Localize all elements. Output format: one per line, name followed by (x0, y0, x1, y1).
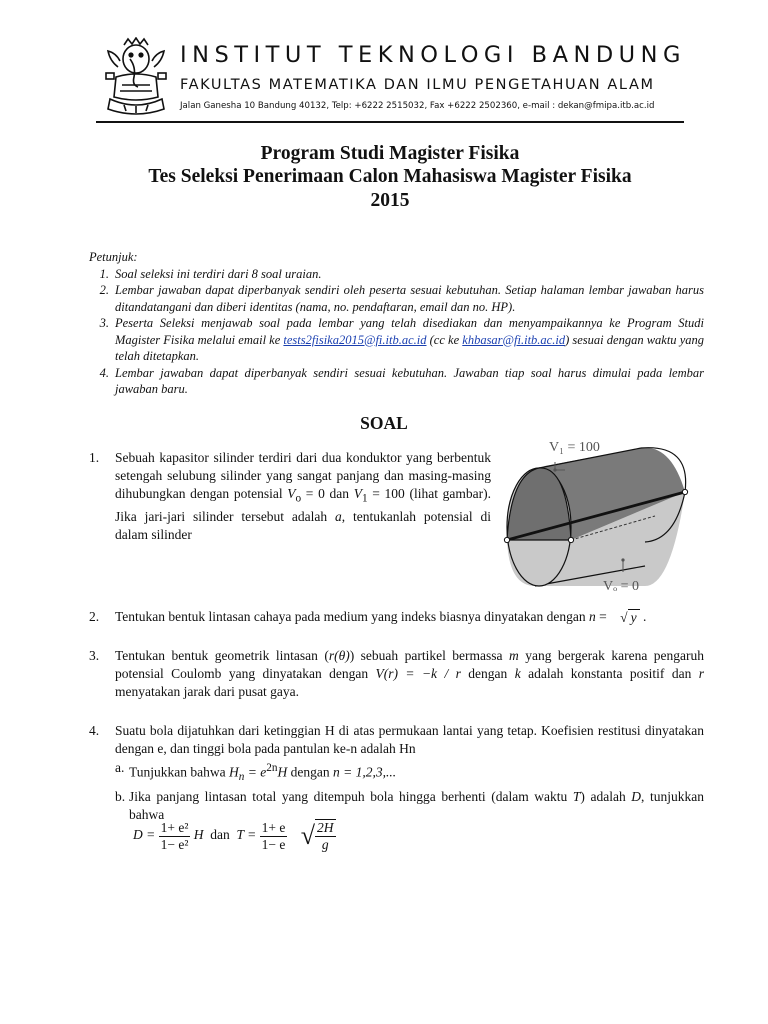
soal-heading: SOAL (360, 413, 408, 433)
institution-name: INSTITUT TEKNOLOGI BANDUNG (180, 42, 686, 68)
cylinder-capacitor-figure (495, 430, 695, 598)
exam-title: Tes Seleksi Penerimaan Calon Mahasiswa Magister Fisika (148, 166, 632, 187)
email-link-khbasar[interactable]: khbasar@fi.itb.ac.id (462, 332, 566, 347)
instruction-item: 3. Peserta Seleksi menjawab soal pada lembar yang telah disediakan dan menyampaikannya ke Program Studi Magister Fisika melalui email ke tests2fisika2015@fi.itb.ac.id (cc ke khbasar@fi.itb.ac.id) sesuai dengan waktu yang telah ditetapkan. (99, 316, 704, 363)
formula-4b: D = $\frac{\text{1+ e²}}{\text{1− e²}}$ H dan T = $\frac{1+ e}{1- e}$ √ $\frac{2H}{g}$ (133, 819, 334, 852)
instructions-heading: Petunjuk: (89, 250, 138, 264)
exam-year: 2015 (370, 190, 410, 211)
instructions-block (89, 249, 704, 398)
email-link-tests2fisika[interactable]: tests2fisika2015@fi.itb.ac.id (283, 332, 427, 347)
instruction-item: 1. Soal seleksi ini terdiri dari 8 soal uraian. (99, 266, 322, 281)
label-v0: Vₒ = 0 (603, 579, 640, 594)
fraction-T: $\frac{1+ e}{1- e}$ (261, 819, 286, 852)
ganesha-logo-icon (104, 37, 168, 117)
instruction-item: 2. Lembar jawaban dapat diperbanyak sendiri oleh peserta sesuai kebutuhan. Setiap halaman lembar jawaban harus ditandatangani dan diberi identitas (nama, no. pendaftaran, email dan no. HP). (99, 283, 704, 314)
label-v1: V₁ = 100 (549, 440, 600, 455)
faculty-name: FAKULTAS MATEMATIKA DAN ILMU PENGETAHUAN ALAM (180, 77, 655, 93)
instructions-list (89, 266, 704, 398)
question-4a: a. Tunjukkan bahwa $H_n = e^{2n}H$ dengan n = 1,2,3,... (115, 760, 397, 784)
address-line: Jalan Ganesha 10 Bandung 40132, Telp: +6222 2515032, Fax +6222 2502360, e-mail : dekan@fmipa.itb.ac.id (180, 101, 655, 111)
instruction-item: 4. Lembar jawaban dapat diperbanyak sendiri sesuai kebutuhan. Jawaban tiap soal harus dimulai pada lembar jawaban baru. (99, 365, 704, 396)
program-title: Program Studi Magister Fisika (260, 143, 520, 164)
sqrt-symbol: √ y (610, 609, 639, 627)
header-divider (96, 121, 684, 123)
fraction-D: $\frac{\text{1+ e²}}{\text{1− e²}}$ (160, 819, 189, 852)
sqrt-symbol: √ $\frac{2H}{g}$ (300, 820, 334, 852)
question-4b: b. Jika panjang lintasan total yang ditempuh bola hingga berhenti (dalam waktu T) adalah D, tunjukkan bahwa (115, 789, 705, 823)
